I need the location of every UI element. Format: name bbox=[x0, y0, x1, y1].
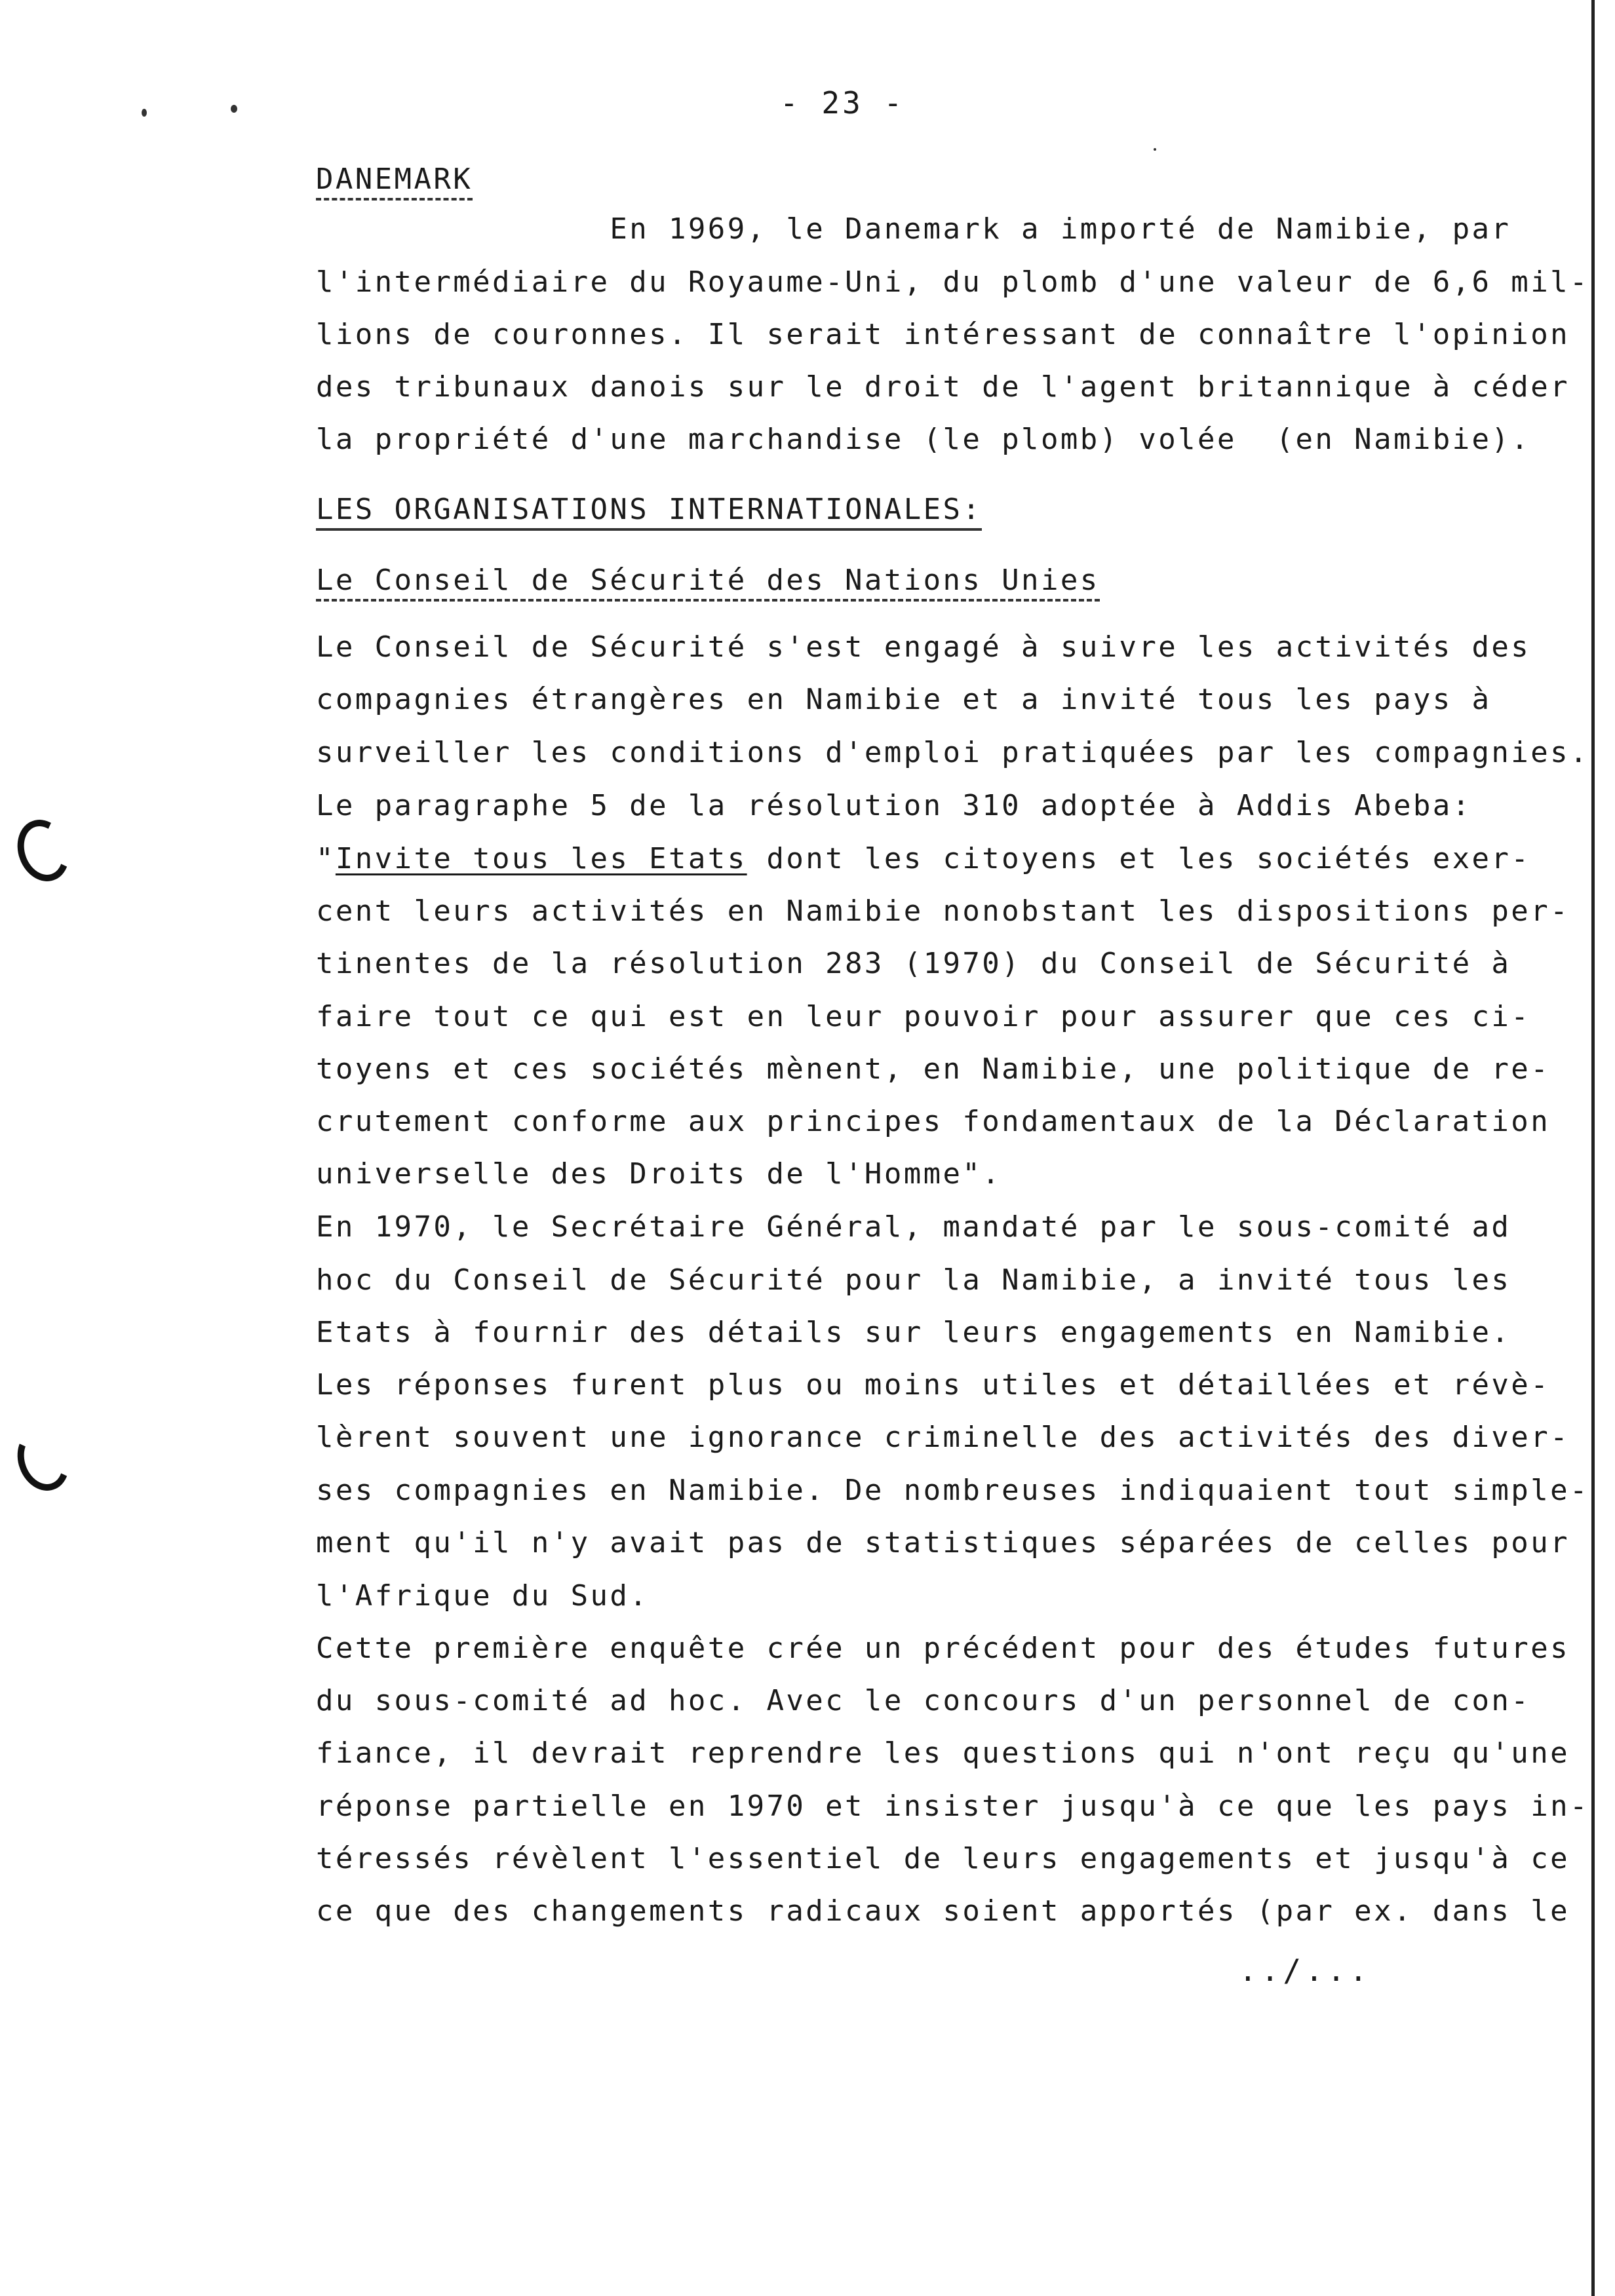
paragraph-line: lions de couronnes. Il serait intéressant de connaître l'opinion bbox=[316, 318, 1570, 351]
paragraph-line: universelle des Droits de l'Homme". bbox=[316, 1157, 1002, 1191]
paragraph-line: surveiller les conditions d'emploi pratiquées par les compagnies. bbox=[316, 736, 1589, 769]
scan-edge-line bbox=[1591, 0, 1595, 2296]
paragraph-line: compagnies étrangères en Namibie et a invité tous les pays à bbox=[316, 683, 1492, 716]
paragraph-line: l'intermédiaire du Royaume-Uni, du plomb d'une valeur de 6,6 mil- bbox=[316, 265, 1589, 299]
paragraph-line: ment qu'il n'y avait pas de statistiques séparées de celles pour bbox=[316, 1526, 1570, 1559]
paragraph-line: tinentes de la résolution 283 (1970) du Conseil de Sécurité à bbox=[316, 947, 1511, 980]
paragraph-line: ce que des changements radicaux soient apportés (par ex. dans le bbox=[316, 1894, 1570, 1928]
paragraph-line: Le Conseil de Sécurité s'est engagé à suivre les activités des bbox=[316, 630, 1531, 664]
underlined-phrase: Invite tous les Etats bbox=[335, 842, 747, 875]
paragraph-line: Les réponses furent plus ou moins utiles et détaillées et révè- bbox=[316, 1368, 1551, 1402]
subheading-conseil-securite: Le Conseil de Sécurité des Nations Unies bbox=[316, 566, 1100, 602]
scan-speck bbox=[231, 105, 237, 113]
paragraph-line: des tribunaux danois sur le droit de l'agent britannique à céder bbox=[316, 370, 1570, 404]
paragraph-line: la propriété d'une marchandise (le plomb) volée (en Namibie). bbox=[316, 423, 1531, 456]
continuation-marker: ../... bbox=[1239, 1953, 1372, 1988]
scan-speck bbox=[1154, 148, 1156, 151]
paragraph-line: réponse partielle en 1970 et insister jusqu'à ce que les pays in- bbox=[316, 1789, 1589, 1823]
paragraph-line: lèrent souvent une ignorance criminelle des activités des diver- bbox=[316, 1421, 1570, 1454]
punch-hole-mark bbox=[9, 1422, 77, 1498]
paragraph-line: Cette première enquête crée un précédent pour des études futures bbox=[316, 1632, 1570, 1665]
quote-mark: " bbox=[316, 842, 336, 875]
paragraph-line: du sous-comité ad hoc. Avec le concours d'un personnel de con- bbox=[316, 1684, 1531, 1717]
paragraph-line: faire tout ce qui est en leur pouvoir pour assurer que ces ci- bbox=[316, 1000, 1531, 1033]
paragraph-line: téressés révèlent l'essentiel de leurs engagements et jusqu'à ce bbox=[316, 1842, 1570, 1875]
paragraph-line: cent leurs activités en Namibie nonobstant les dispositions per- bbox=[316, 894, 1570, 928]
paragraph-line: Le paragraphe 5 de la résolution 310 adoptée à Addis Abeba: bbox=[316, 789, 1472, 822]
paragraph-line: toyens et ces sociétés mènent, en Namibie, une politique de re- bbox=[316, 1052, 1551, 1086]
quote-text: dont les citoyens et les sociétés exer- bbox=[747, 842, 1531, 875]
punch-hole-mark bbox=[9, 813, 77, 889]
section-heading-danemark: DANEMARK bbox=[316, 165, 473, 201]
paragraph-line: hoc du Conseil de Sécurité pour la Namibie, a invité tous les bbox=[316, 1263, 1511, 1297]
paragraph-line: En 1970, le Secrétaire Général, mandaté par le sous-comité ad bbox=[316, 1210, 1511, 1244]
paragraph-line: l'Afrique du Sud. bbox=[316, 1579, 650, 1613]
paragraph-line: En 1969, le Danemark a importé de Namibie, par bbox=[316, 212, 1511, 246]
paragraph-line: crutement conforme aux principes fondamentaux de la Déclaration bbox=[316, 1105, 1551, 1138]
paragraph-line: Etats à fournir des détails sur leurs engagements en Namibie. bbox=[316, 1316, 1511, 1349]
paragraph-line: ses compagnies en Namibie. De nombreuses indiquaient tout simple- bbox=[316, 1474, 1589, 1507]
quote-line bbox=[316, 842, 1531, 875]
page-number: - 23 - bbox=[780, 85, 905, 121]
paragraph-line: fiance, il devrait reprendre les questions qui n'ont reçu qu'une bbox=[316, 1736, 1570, 1770]
section-heading-organisations: LES ORGANISATIONS INTERNATIONALES: bbox=[316, 495, 982, 531]
scan-speck bbox=[142, 109, 147, 117]
